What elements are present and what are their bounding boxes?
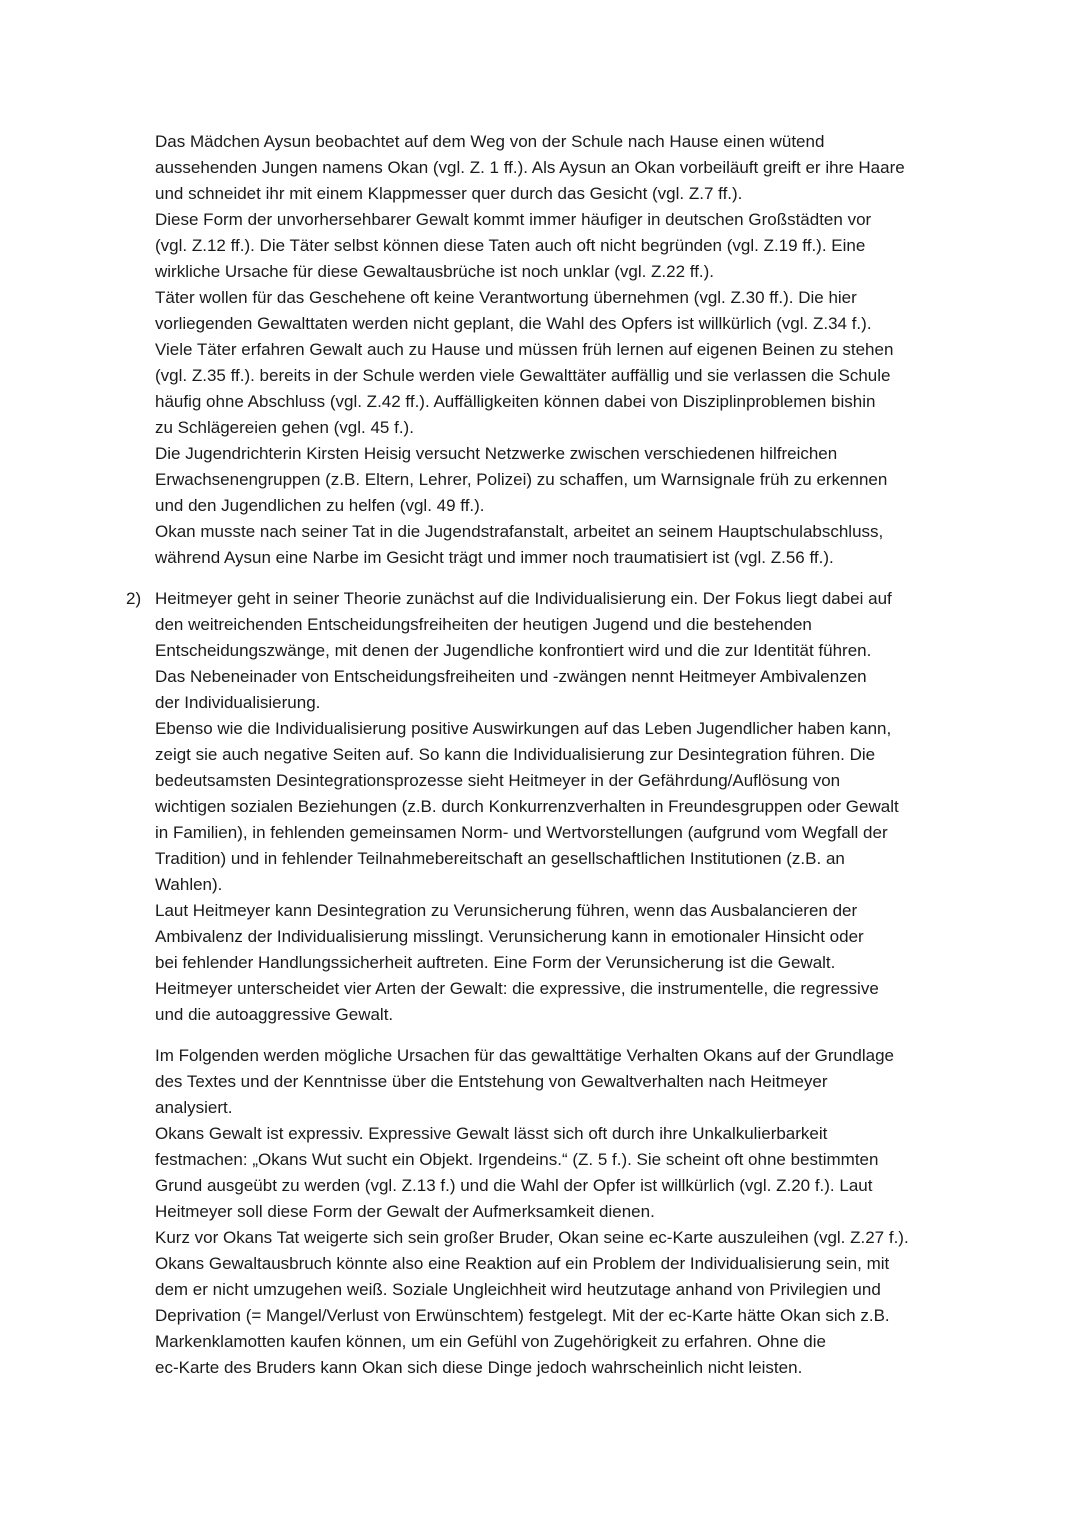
text-line: Die Jugendrichterin Kirsten Heisig versucht Netzwerke zwischen verschiedenen hilfreichen — [155, 444, 838, 463]
text-line: Laut Heitmeyer kann Desintegration zu Verunsicherung führen, wenn das Ausbalancieren der — [155, 901, 858, 920]
text-line: und die autoaggressive Gewalt. — [155, 1005, 394, 1024]
text-line: Erwachsenengruppen (z.B. Eltern, Lehrer, Polizei) zu schaffen, um Warnsignale früh zu erkennen — [155, 470, 888, 489]
text-line: in Familien), in fehlenden gemeinsamen Norm- und Wertvorstellungen (aufgrund vom Wegfall der — [155, 823, 888, 842]
text-line: der Individualisierung. — [155, 693, 321, 712]
text-line: Täter wollen für das Geschehene oft keine Verantwortung übernehmen (vgl. Z.30 ff.). Die hier — [155, 288, 857, 307]
text-line: wirkliche Ursache für diese Gewaltausbrüche ist noch unklar (vgl. Z.22 ff.). — [155, 262, 715, 281]
text-line: (vgl. Z.12 ff.). Die Täter selbst können diese Taten auch oft nicht begründen (vgl. Z.19 ff.). Eine — [155, 236, 866, 255]
text-line: und den Jugendlichen zu helfen (vgl. 49 ff.). — [155, 496, 485, 515]
text-line: Okans Gewaltausbruch könnte also eine Reaktion auf ein Problem der Individualisierung sein, mit — [155, 1254, 890, 1273]
text-line: Okans Gewalt ist expressiv. Expressive Gewalt lässt sich oft durch ihre Unkalkulierbarkeit — [155, 1124, 828, 1143]
text-line: und schneidet ihr mit einem Klappmesser quer durch das Gesicht (vgl. Z.7 ff.). — [155, 184, 743, 203]
text-line: vorliegenden Gewalttaten werden nicht geplant, die Wahl des Opfers ist willkürlich (vgl. Z.34 f.). — [155, 314, 872, 333]
text-line: des Textes und der Kenntnisse über die Entstehung von Gewaltverhalten nach Heitmeyer — [155, 1072, 828, 1091]
text-line: Ebenso wie die Individualisierung positive Auswirkungen auf das Leben Jugendlicher haben kann, — [155, 719, 892, 738]
text-line: Deprivation (= Mangel/Verlust von Erwünschtem) festgelegt. Mit der ec-Karte hätte Okan sich z.B. — [155, 1306, 890, 1325]
text-line: Tradition) und in fehlender Teilnahmebereitschaft an gesellschaftlichen Institutionen (z.B. an — [155, 849, 845, 868]
text-line: während Aysun eine Narbe im Gesicht trägt und immer noch traumatisiert ist (vgl. Z.56 ff.). — [155, 548, 834, 567]
list-number: 2) — [126, 589, 142, 608]
text-line: analysiert. — [155, 1098, 233, 1117]
text-line: ec-Karte des Bruders kann Okan sich diese Dinge jedoch wahrscheinlich nicht leisten. — [155, 1358, 803, 1377]
text-line: dem er nicht umzugehen weiß. Soziale Ungleichheit wird heutzutage anhand von Privilegien und — [155, 1280, 881, 1299]
text-line: Heitmeyer unterscheidet vier Arten der Gewalt: die expressive, die instrumentelle, die regressive — [155, 979, 879, 998]
text-line: Kurz vor Okans Tat weigerte sich sein großer Bruder, Okan seine ec-Karte auszuleihen (vgl. Z.27 f.). — [155, 1228, 909, 1247]
text-line: Viele Täter erfahren Gewalt auch zu Hause und müssen früh lernen auf eigenen Beinen zu stehen — [155, 340, 894, 359]
text-line: festmachen: „Okans Wut sucht ein Objekt. Irgendeins.“ (Z. 5 f.). Sie scheint oft ohne bestimmten — [155, 1150, 879, 1169]
text-line: wichtigen sozialen Beziehungen (z.B. durch Konkurrenzverhalten in Freundesgruppen oder Gewalt — [155, 797, 899, 816]
text-line: bei fehlender Handlungssicherheit auftreten. Eine Form der Verunsicherung ist die Gewalt. — [155, 953, 836, 972]
text-line: zeigt sie auch negative Seiten auf. So kann die Individualisierung zur Desintegration führen. Die — [155, 745, 876, 764]
text-line: Wahlen). — [155, 875, 223, 894]
text-line: Das Mädchen Aysun beobachtet auf dem Weg von der Schule nach Hause einen wütend — [155, 132, 825, 151]
text-line: Entscheidungszwänge, mit denen der Jugendliche konfrontiert wird und die zur Identität führen. — [155, 641, 872, 660]
text-line: aussehenden Jungen namens Okan (vgl. Z. 1 ff.). Als Aysun an Okan vorbeiläuft greift er ihre Haare — [155, 158, 905, 177]
text-line: Diese Form der unvorhersehbarer Gewalt kommt immer häufiger in deutschen Großstädten vor — [155, 210, 872, 229]
text-line: Das Nebeneinader von Entscheidungsfreiheiten und -zwängen nennt Heitmeyer Ambivalenzen — [155, 667, 867, 686]
text-line: Ambivalenz der Individualisierung misslingt. Verunsicherung kann in emotionaler Hinsicht oder — [155, 927, 864, 946]
text-line: Heitmeyer soll diese Form der Gewalt der Aufmerksamkeit dienen. — [155, 1202, 655, 1221]
text-line: den weitreichenden Entscheidungsfreiheiten der heutigen Jugend und die bestehenden — [155, 615, 812, 634]
text-line: bedeutsamsten Desintegrationsprozesse sieht Heitmeyer in der Gefährdung/Auflösung von — [155, 771, 841, 790]
text-line: Heitmeyer geht in seiner Theorie zunächst auf die Individualisierung ein. Der Fokus liegt dabei auf — [155, 589, 892, 608]
text-line: (vgl. Z.35 ff.). bereits in der Schule werden viele Gewalttäter auffällig und sie verlassen die Schule — [155, 366, 891, 385]
text-line: Okan musste nach seiner Tat in die Jugendstrafanstalt, arbeitet an seinem Hauptschulabschluss, — [155, 522, 884, 541]
text-line: Grund ausgeübt zu werden (vgl. Z.13 f.) und die Wahl der Opfer ist willkürlich (vgl. Z.20 f.). Laut — [155, 1176, 873, 1195]
text-line: Im Folgenden werden mögliche Ursachen für das gewalttätige Verhalten Okans auf der Grundlage — [155, 1046, 894, 1065]
text-line: zu Schlägereien gehen (vgl. 45 f.). — [155, 418, 414, 437]
text-line: häufig ohne Abschluss (vgl. Z.42 ff.). Auffälligkeiten können dabei von Disziplinproblemen bishin — [155, 392, 876, 411]
text-line: Markenklamotten kaufen können, um ein Gefühl von Zugehörigkeit zu erfahren. Ohne die — [155, 1332, 826, 1351]
